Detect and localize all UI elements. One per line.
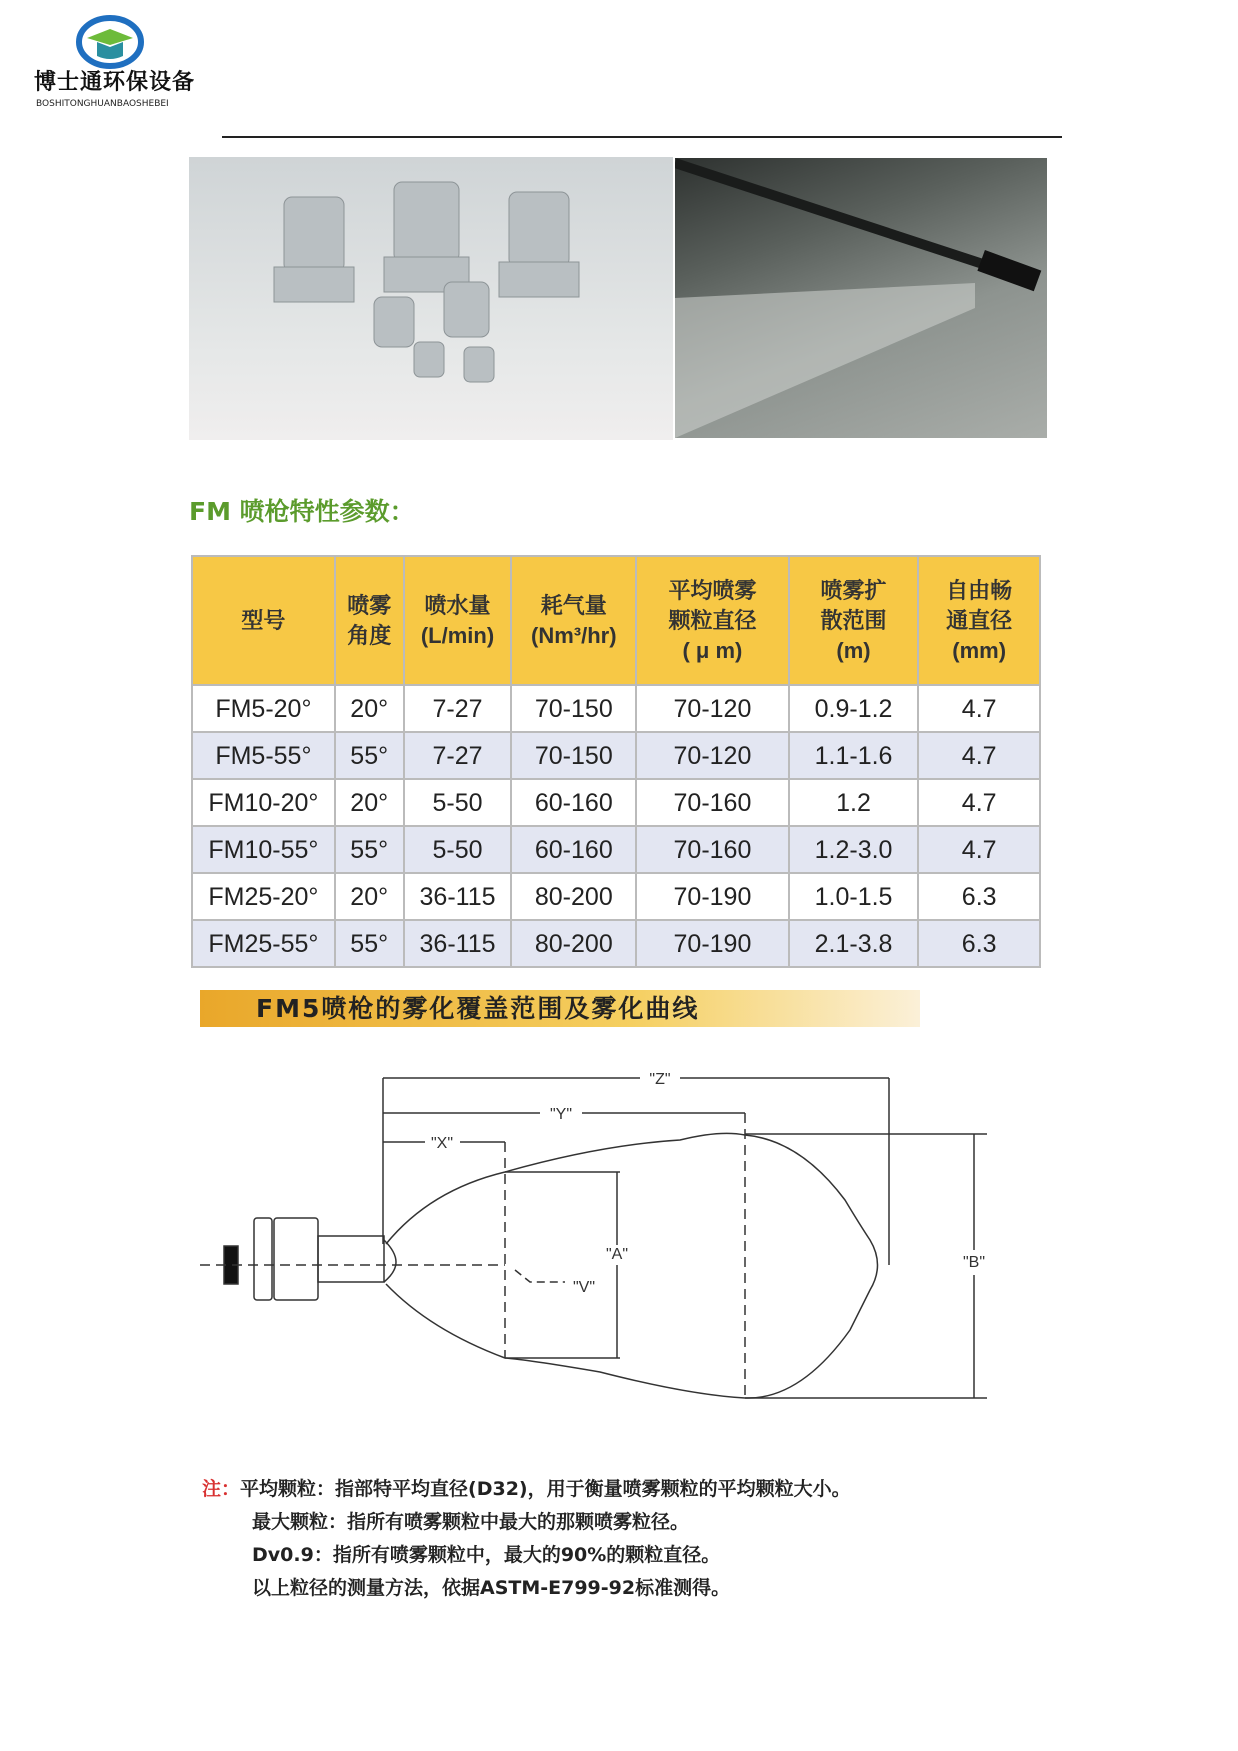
spray-outline bbox=[386, 1133, 878, 1398]
table-cell: 70-160 bbox=[636, 779, 789, 826]
table-header-row bbox=[192, 556, 1040, 685]
table-cell: 55° bbox=[335, 826, 404, 873]
label-z: "Z" bbox=[649, 1071, 671, 1088]
table-cell: 6.3 bbox=[918, 920, 1040, 967]
table-cell: 55° bbox=[335, 920, 404, 967]
header-cell: 平均喷雾 颗粒直径 ( μ m) bbox=[636, 556, 789, 685]
table-cell: 36-115 bbox=[404, 920, 512, 967]
header-cell: 自由畅 通直径 (mm) bbox=[918, 556, 1040, 685]
label-y: "Y" bbox=[549, 1106, 573, 1123]
table-cell: 7-27 bbox=[404, 732, 512, 779]
table-cell: 5-50 bbox=[404, 826, 512, 873]
table-cell: 70-150 bbox=[511, 732, 636, 779]
nozzle-products-photo bbox=[189, 157, 673, 440]
nozzle-drawing bbox=[224, 1218, 396, 1300]
note-line: 最大颗粒：指所有喷雾颗粒中最大的那颗喷雾粒径。 bbox=[252, 1511, 690, 1533]
table-row bbox=[192, 826, 1040, 873]
note-line: Dv0.9：指所有喷雾颗粒中，最大的90%的颗粒直径。 bbox=[252, 1544, 721, 1566]
table-cell: 4.7 bbox=[918, 826, 1040, 873]
label-b: "B" bbox=[962, 1254, 986, 1271]
spec-table bbox=[191, 555, 1041, 968]
header-cell: 耗气量 (Nm³/hr) bbox=[511, 556, 636, 685]
table-cell: 70-120 bbox=[636, 685, 789, 732]
logo-name: 博士通环保设备 bbox=[34, 70, 196, 95]
header-cell: 喷雾扩 散范围 (m) bbox=[789, 556, 919, 685]
table-cell: 60-160 bbox=[511, 779, 636, 826]
table-cell: FM10-55° bbox=[192, 826, 335, 873]
table-cell: 1.2-3.0 bbox=[789, 826, 919, 873]
header-cell: 喷水量 (L/min) bbox=[404, 556, 512, 685]
table-cell: 70-190 bbox=[636, 873, 789, 920]
table-row bbox=[192, 920, 1040, 967]
table-cell: 20° bbox=[335, 685, 404, 732]
table-cell: 0.9-1.2 bbox=[789, 685, 919, 732]
header-cell: 型号 bbox=[192, 556, 335, 685]
table-cell: 1.2 bbox=[789, 779, 919, 826]
table-cell: 1.1-1.6 bbox=[789, 732, 919, 779]
table-cell: 6.3 bbox=[918, 873, 1040, 920]
spray-photo bbox=[675, 158, 1047, 438]
section-heading: FM 喷枪特性参数： bbox=[189, 497, 415, 526]
table-cell: 80-200 bbox=[511, 873, 636, 920]
table-cell: 5-50 bbox=[404, 779, 512, 826]
header-cell: 喷雾 角度 bbox=[335, 556, 404, 685]
note-line: 以上粒径的测量方法，依据ASTM-E799-92标准测得。 bbox=[252, 1577, 731, 1599]
label-x: "X" bbox=[430, 1135, 454, 1152]
table-cell: 4.7 bbox=[918, 732, 1040, 779]
table-cell: 4.7 bbox=[918, 779, 1040, 826]
table-cell: 55° bbox=[335, 732, 404, 779]
table-cell: 1.0-1.5 bbox=[789, 873, 919, 920]
logo-subtitle: BOSHITONGHUANBAOSHEBEI bbox=[36, 99, 169, 109]
label-v: "V" bbox=[572, 1279, 596, 1296]
table-row bbox=[192, 732, 1040, 779]
table-cell: 70-160 bbox=[636, 826, 789, 873]
notes bbox=[202, 1478, 851, 1599]
table-cell: 36-115 bbox=[404, 873, 512, 920]
table-cell: 70-190 bbox=[636, 920, 789, 967]
table-cell: 70-120 bbox=[636, 732, 789, 779]
table-cell: 20° bbox=[335, 779, 404, 826]
table-cell: FM25-20° bbox=[192, 873, 335, 920]
table-cell: 2.1-3.8 bbox=[789, 920, 919, 967]
note-label: 注： bbox=[202, 1478, 241, 1500]
table-row bbox=[192, 685, 1040, 732]
note-line: 平均颗粒：指部特平均直径(D32)，用于衡量喷雾颗粒的平均颗粒大小。 bbox=[240, 1478, 851, 1500]
table-cell: 4.7 bbox=[918, 685, 1040, 732]
table-row bbox=[192, 779, 1040, 826]
table-cell: 80-200 bbox=[511, 920, 636, 967]
table-cell: 70-150 bbox=[511, 685, 636, 732]
table-cell: 20° bbox=[335, 873, 404, 920]
table-cell: 60-160 bbox=[511, 826, 636, 873]
logo-icon bbox=[75, 14, 145, 70]
header-divider bbox=[222, 136, 1062, 138]
table-cell: FM5-20° bbox=[192, 685, 335, 732]
table-cell: FM10-20° bbox=[192, 779, 335, 826]
table-cell: FM25-55° bbox=[192, 920, 335, 967]
label-a: "A" bbox=[605, 1246, 629, 1263]
diagram-banner: FM5喷枪的雾化覆盖范围及雾化曲线 bbox=[200, 990, 920, 1027]
table-cell: 7-27 bbox=[404, 685, 512, 732]
table-cell: FM5-55° bbox=[192, 732, 335, 779]
table-row bbox=[192, 873, 1040, 920]
